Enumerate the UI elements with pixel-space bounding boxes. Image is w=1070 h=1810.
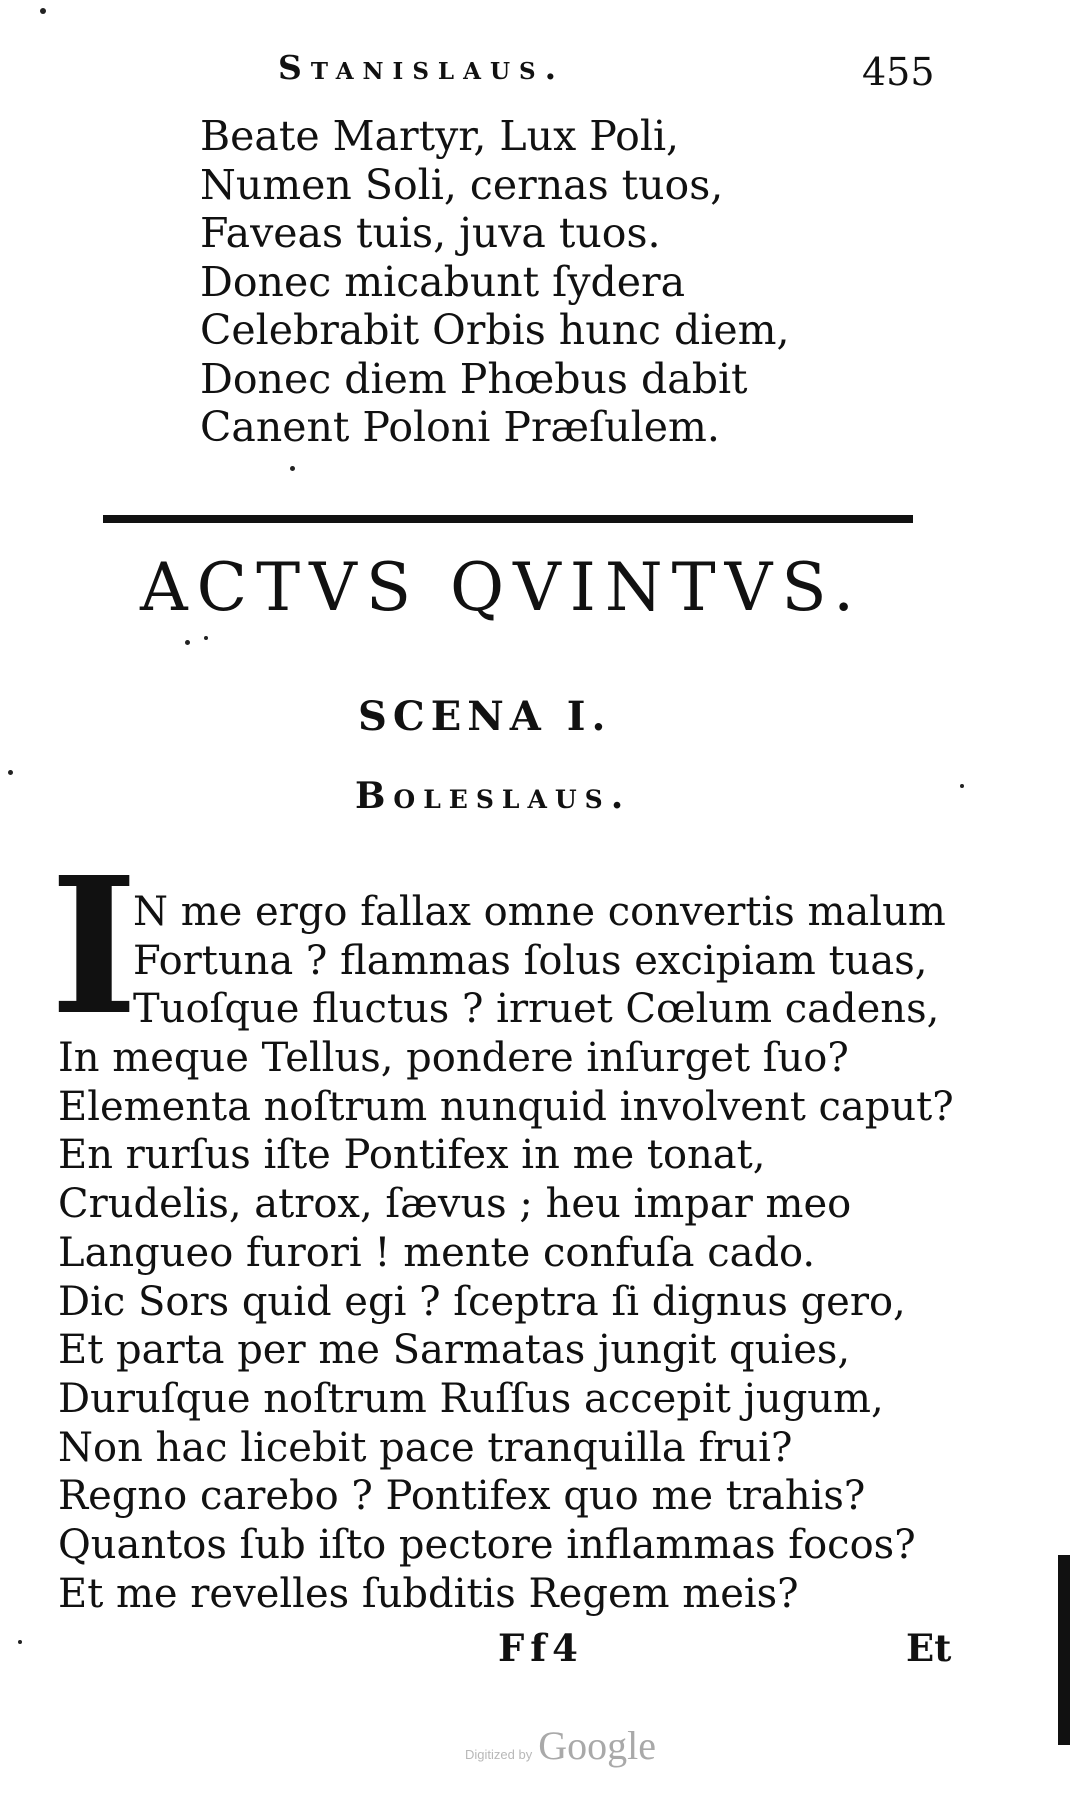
ink-speck	[185, 640, 190, 645]
dialogue-line: Tuoſque fluctus ? irruet Cœlum cadens,	[133, 986, 940, 1033]
ink-speck	[204, 636, 208, 640]
scene-title: SCENA I.	[358, 693, 612, 740]
verse-line: Canent Poloni Præſulem.	[200, 403, 720, 451]
dialogue-line: Dic Sors quid egi ? ſceptra ſi dignus gero,	[58, 1278, 906, 1325]
signature-mark: Ff4	[498, 1626, 584, 1670]
ink-speck	[18, 1640, 22, 1644]
dialogue-line: Elementa noſtrum nunquid involvent caput?	[58, 1083, 954, 1130]
verse-line: Beate Martyr, Lux Poli,	[200, 112, 680, 160]
dialogue-line: Et me revelles ſubditis Regem meis?	[58, 1570, 799, 1617]
dialogue-line: In meque Tellus, pondere inſurget ſuo?	[58, 1035, 849, 1081]
catchword: Et	[906, 1626, 952, 1670]
ink-speck	[290, 466, 295, 471]
verse-line: Donec micabunt ſydera	[200, 257, 686, 306]
dialogue-line: En rurſus iſte Pontifex in me tonat,	[58, 1132, 766, 1179]
dialogue-indented-lines	[133, 888, 946, 1034]
verse-line: Celebrabit Orbis hunc diem,	[200, 306, 790, 354]
dialogue-lines	[58, 1034, 954, 1618]
digitized-label: Digitized by	[465, 1747, 533, 1762]
dialogue-line: Regno carebo ? Pontifex quo me trahis?	[58, 1473, 866, 1520]
dialogue-line: Fortuna ? flammas ſolus excipiam tuas,	[133, 937, 928, 984]
dialogue-line: Quantos ſub iſto pectore inflammas focos?	[58, 1522, 916, 1569]
drop-cap: I	[50, 836, 138, 1057]
ink-speck	[8, 770, 13, 775]
verse-line: Numen Soli, cernas tuos,	[200, 160, 724, 209]
closing-verse	[200, 112, 790, 452]
ink-speck	[40, 8, 46, 14]
scan-edge-shadow	[1058, 1555, 1070, 1745]
verse-line: Donec diem Phœbus dabit	[200, 354, 748, 403]
dialogue-line: N me ergo fallax omne convertis malum	[133, 889, 946, 935]
verse-line: Faveas tuis, juva tuos.	[200, 209, 661, 257]
page-number: 455	[862, 50, 935, 94]
speaker-name: Boleslaus.	[355, 775, 632, 817]
dialogue-line: Et parta per me Sarmatas jungit quies,	[58, 1327, 851, 1374]
ink-speck	[960, 784, 964, 788]
dialogue-line: Non hac licebit pace tranquilla frui?	[58, 1424, 793, 1471]
act-title: ACTVS QVINTVS.	[140, 549, 864, 626]
dialogue-line: Langueo furori ! mente confuſa cado.	[58, 1229, 816, 1276]
digitized-watermark	[465, 1722, 656, 1769]
section-divider	[103, 515, 913, 523]
dialogue-line: Crudelis, atrox, ſævus ; heu impar meo	[58, 1181, 852, 1228]
google-logo: Google	[538, 1723, 656, 1768]
dialogue-line: Duruſque noſtrum Ruſſus accepit jugum,	[58, 1375, 884, 1422]
running-title: Stanislaus.	[278, 48, 566, 87]
